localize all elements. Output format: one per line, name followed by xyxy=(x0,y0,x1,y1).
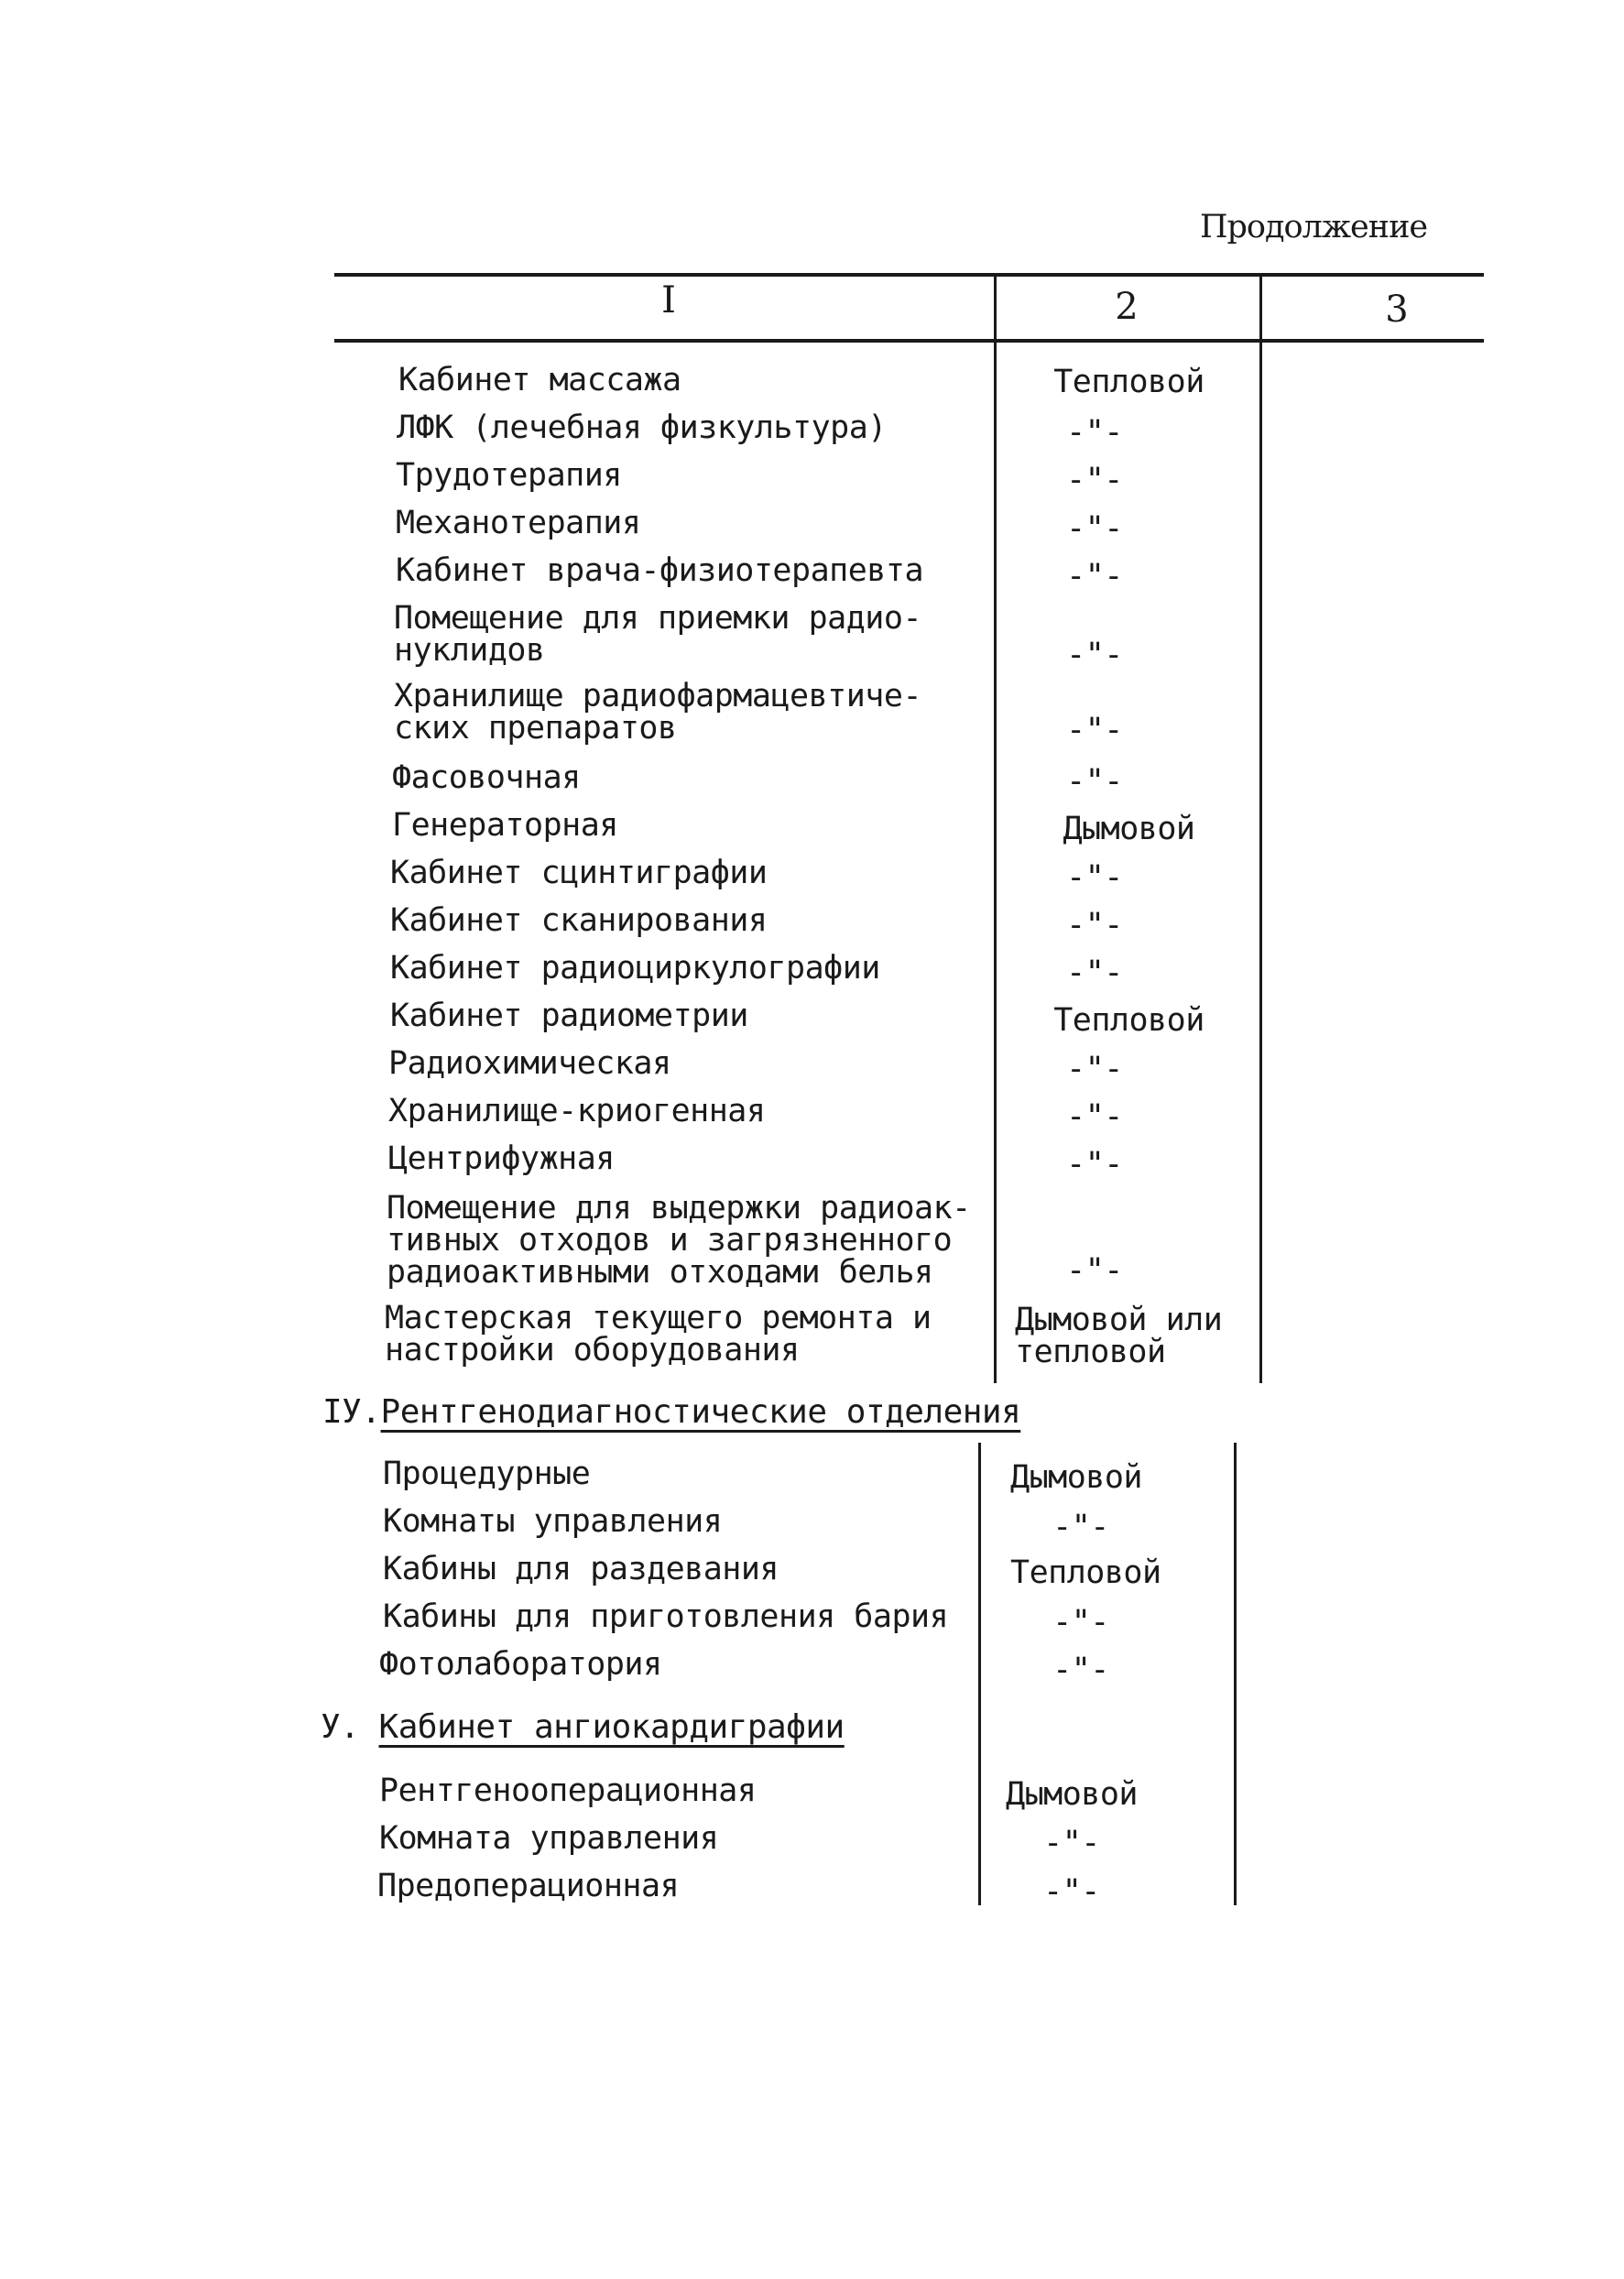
detector-type: -"- xyxy=(1066,712,1123,748)
room-name: Мастерская текущего ремонта и настройки оборудования xyxy=(385,1300,932,1368)
detector-type: Дымовой xyxy=(1063,811,1195,847)
room-name: Радиохимическая xyxy=(388,1045,671,1082)
room-name: Кабинет массажа xyxy=(398,362,681,398)
table-top-rule xyxy=(334,273,1484,277)
room-name: Помещение для приемки радио- нуклидов xyxy=(394,600,922,669)
room-name: Кабины для раздевания xyxy=(383,1551,779,1587)
room-name: Предоперационная xyxy=(377,1868,680,1904)
column-divider-2-3 xyxy=(1259,275,1262,1383)
detector-type: -"- xyxy=(1066,1146,1123,1183)
section-4-heading xyxy=(322,1394,1020,1431)
detector-type: -"- xyxy=(1066,954,1123,991)
room-name: Трудотерапия xyxy=(396,457,622,494)
detector-type: -"- xyxy=(1066,859,1123,896)
detector-type: -"- xyxy=(1043,1825,1100,1861)
detector-type: Дымовой xyxy=(1010,1459,1143,1496)
room-name: Механотерапия xyxy=(396,505,641,541)
detector-type: -"- xyxy=(1052,1509,1109,1545)
column-divider-1-2 xyxy=(994,275,997,1383)
room-name: Комната управления xyxy=(379,1820,719,1857)
room-name: Комнаты управления xyxy=(383,1503,723,1540)
room-name: Хранилище-криогенная xyxy=(388,1093,766,1129)
detector-type: -"- xyxy=(1066,637,1123,673)
room-name: Фасовочная xyxy=(392,759,581,796)
detector-type: -"- xyxy=(1066,1098,1123,1135)
detector-type: Дымовой xyxy=(1006,1776,1139,1813)
room-name: Центрифужная xyxy=(388,1140,615,1177)
column-header-3: 3 xyxy=(1385,289,1409,331)
section-4-number: IУ. xyxy=(322,1393,381,1431)
detector-type: -"- xyxy=(1066,510,1123,547)
room-name: Кабинет радиоциркулографии xyxy=(390,950,880,987)
room-name: Кабинет сканирования xyxy=(390,902,768,939)
detector-type: -"- xyxy=(1066,462,1123,498)
section-5-number: У. xyxy=(321,1708,360,1746)
continuation-label: Продолжение xyxy=(1200,209,1428,245)
room-name: Процедурные xyxy=(383,1456,591,1492)
detector-type: -"- xyxy=(1043,1873,1100,1910)
detector-type: -"- xyxy=(1052,1652,1109,1688)
section-4-title: Рентгенодиагностические отделения xyxy=(380,1393,1021,1431)
table-header-bottom-rule xyxy=(334,339,1484,343)
room-name: Помещение для выдержки радиоак- тивных отходов и загрязненного радиоактивными отходами белья xyxy=(387,1190,971,1291)
room-name: Рентгенооперационная xyxy=(379,1772,757,1809)
room-name: ЛФК (лечебная физкультура) xyxy=(397,409,887,446)
room-name: Кабинет врача-физиотерапевта xyxy=(396,552,924,589)
room-name: Кабинет сцинтиграфии xyxy=(390,855,768,891)
column-header-1: I xyxy=(661,279,676,322)
section-5-title: Кабинет ангиокардиграфии xyxy=(378,1708,845,1746)
detector-type: -"- xyxy=(1066,558,1123,594)
detector-type: -"- xyxy=(1066,907,1123,943)
detector-type: -"- xyxy=(1066,414,1123,451)
detector-type: -"- xyxy=(1066,1252,1123,1289)
detector-type: Тепловой xyxy=(1010,1554,1161,1591)
room-name: Кабины для приготовления бария xyxy=(383,1598,949,1635)
room-name: Генераторная xyxy=(392,807,618,844)
detector-type: -"- xyxy=(1066,1051,1123,1087)
detector-type: Дымовой или тепловой xyxy=(1015,1302,1223,1370)
room-name: Хранилище радиофармацевтиче- ских препаратов xyxy=(394,678,922,747)
detector-type: Тепловой xyxy=(1053,1002,1204,1039)
section-5-heading xyxy=(321,1709,845,1746)
column-header-2: 2 xyxy=(1115,286,1139,328)
column-divider-2-3-lower xyxy=(1234,1443,1237,1905)
detector-type: -"- xyxy=(1066,763,1123,800)
detector-type: -"- xyxy=(1052,1604,1109,1641)
room-name: Кабинет радиометрии xyxy=(390,998,748,1034)
detector-type: Тепловой xyxy=(1053,364,1204,400)
room-name: Фотолаборатория xyxy=(379,1646,662,1683)
